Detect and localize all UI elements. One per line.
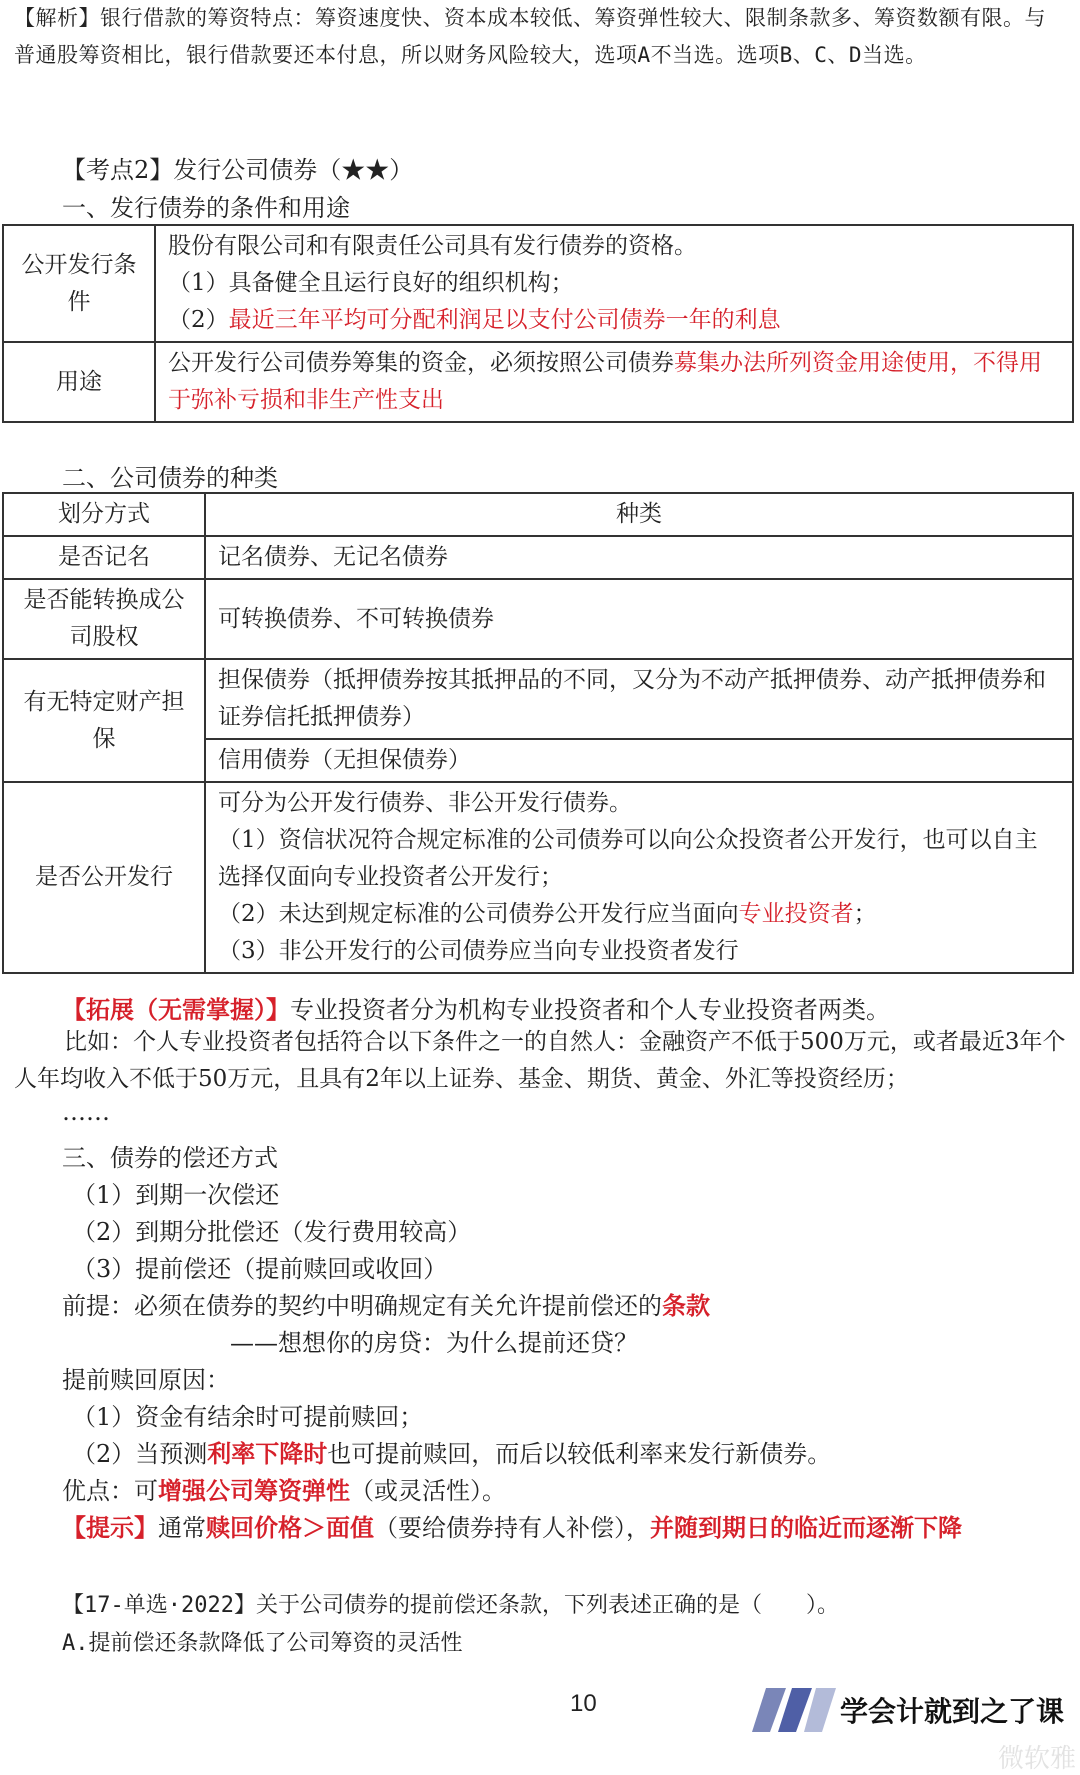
bond-types-table [2, 492, 1074, 974]
text: 专业投资者分为机构专业投资者和个人专业投资者两类。 [290, 996, 890, 1024]
think-line: ——想想你的房贷：为什么提前还贷？ [230, 1329, 638, 1357]
row-label: 是否公开发行 [3, 782, 205, 973]
row-label: 是否能转换成公司股权 [3, 579, 205, 659]
conditions-line: 股份有限公司和有限责任公司具有发行债券的资格。 [168, 233, 697, 259]
list-item: （1）资金有结余时可提前赎回； [72, 1403, 424, 1431]
premise-line [62, 1286, 710, 1321]
text: 公开发行公司债券筹集的资金，必须按照公司债券 [168, 350, 674, 376]
tip-line [62, 1508, 962, 1543]
text: （2）未达到规定标准的公司债券公开发行应当面向 [218, 901, 739, 927]
text: 通常 [158, 1514, 206, 1542]
list-item: （1）到期一次偿还 [72, 1181, 280, 1209]
brand-text: 学会计就到之了课 [840, 1695, 1065, 1728]
column-header: 种类 [205, 493, 1073, 536]
conditions-line [168, 302, 1060, 339]
subsection-title-types: 二、公司债券的种类 [62, 464, 278, 492]
extension-line [62, 990, 890, 1025]
text: 也可提前赎回，而后以较低利率来发行新债券。 [327, 1440, 832, 1468]
highlight-text: 赎回价格＞面值 [206, 1513, 374, 1542]
row-line: 可分为公开发行债券、非公开发行债券。 [218, 790, 632, 816]
text: （2） [168, 307, 229, 333]
text: 优点：可 [62, 1477, 158, 1505]
row-value: 可转换债券、不可转换债券 [205, 579, 1073, 659]
brand-slash-icon [752, 1684, 842, 1740]
question-option-a: A.提前偿还条款降低了公司筹资的灵活性 [62, 1631, 463, 1656]
highlight-text: 募集办法所列资金用途使用，不得用于弥补亏损和非生产性支出 [168, 350, 1042, 413]
table-row [3, 782, 1073, 973]
row-value: 担保债券（抵押债券按其抵押品的不同，又分为不动产抵押债券、动产抵押债券和证券信托抵押债券） [205, 659, 1073, 739]
row-value: 记名债券、无记名债券 [205, 536, 1073, 579]
row-label: 是否记名 [3, 536, 205, 579]
column-header: 划分方式 [3, 493, 205, 536]
highlight-text: 增强公司筹资弹性 [158, 1476, 350, 1505]
row-value: 信用债券（无担保债券） [205, 739, 1073, 782]
table-row [3, 225, 1073, 342]
conditions-table [2, 224, 1074, 423]
use-value [155, 342, 1073, 422]
extension-example: 比如：个人专业投资者包括符合以下条件之一的自然人：金融资产不低于500万元，或者最近3年个人年均收入不低于50万元，且具有2年以上证券、基金、期货、黄金、外汇等投资经历； [14, 1029, 1066, 1092]
ellipsis: …… [62, 1098, 110, 1126]
text: （要给债券持有人补偿）， [374, 1514, 650, 1542]
page-number: 10 [570, 1690, 597, 1717]
highlight-text: 最近三年平均可分配利润足以支付公司债券一年的利息 [228, 307, 781, 333]
table-header-row [3, 493, 1073, 536]
tip-tag: 【提示】 [62, 1513, 158, 1542]
conditions-value [155, 225, 1073, 342]
reason-title: 提前赎回原因： [62, 1366, 230, 1394]
use-label: 用途 [3, 342, 155, 422]
list-item: （2）到期分批偿还（发行费用较高） [72, 1218, 472, 1246]
table-row [3, 579, 1073, 659]
list-item [72, 1434, 831, 1469]
table-row [3, 342, 1073, 422]
subsection-title-conditions: 一、发行债券的条件和用途 [62, 194, 350, 222]
table-row [3, 536, 1073, 579]
highlight-text: 并随到期日的临近而逐渐下降 [650, 1513, 962, 1542]
table-row [3, 659, 1073, 739]
extension-tag: 【拓展（无需掌握）】 [62, 995, 290, 1024]
section-title: 【考点2】发行公司债券（★★） [62, 156, 414, 184]
row-line: （3）非公开发行的公司债券应当向专业投资者发行 [218, 938, 739, 964]
subsection-title-repay: 三、债券的偿还方式 [62, 1144, 278, 1172]
text: 前提：必须在债券的契约中明确规定有关允许提前偿还的 [62, 1292, 662, 1320]
text: （或灵活性）。 [350, 1477, 506, 1505]
row-label: 有无特定财产担保 [3, 659, 205, 782]
text: ； [853, 901, 877, 927]
highlight-text: 条款 [662, 1291, 710, 1320]
row-line: （1）资信状况符合规定标准的公司债券可以向公众投资者公开发行，也可以自主选择仅面向专业投资者公开发行； [218, 827, 1038, 890]
question-stem: 【17-单选·2022】关于公司债券的提前偿还条款，下列表述正确的是（ ）。 [62, 1593, 839, 1618]
highlight-text: 专业投资者 [738, 901, 854, 927]
analysis-paragraph: 【解析】银行借款的筹资特点：筹资速度快、资本成本较低、筹资弹性较大、限制条款多、筹资数额有限。与普通股筹资相比，银行借款要还本付息，所以财务风险较大，选项A不当选。选项B、C、D当选。 [14, 6, 1046, 67]
text: （2）当预测 [72, 1440, 208, 1468]
conditions-line: （1）具备健全且运行良好的组织机构； [168, 270, 574, 296]
list-item: （3）提前偿还（提前赎回或收回） [72, 1255, 448, 1283]
watermark: 微软雅 [997, 1744, 1076, 1774]
row-value [205, 782, 1073, 973]
advantage-line [62, 1471, 506, 1506]
highlight-text: 利率下降时 [207, 1439, 328, 1468]
row-line [218, 896, 1060, 933]
conditions-label: 公开发行条件 [3, 225, 155, 342]
